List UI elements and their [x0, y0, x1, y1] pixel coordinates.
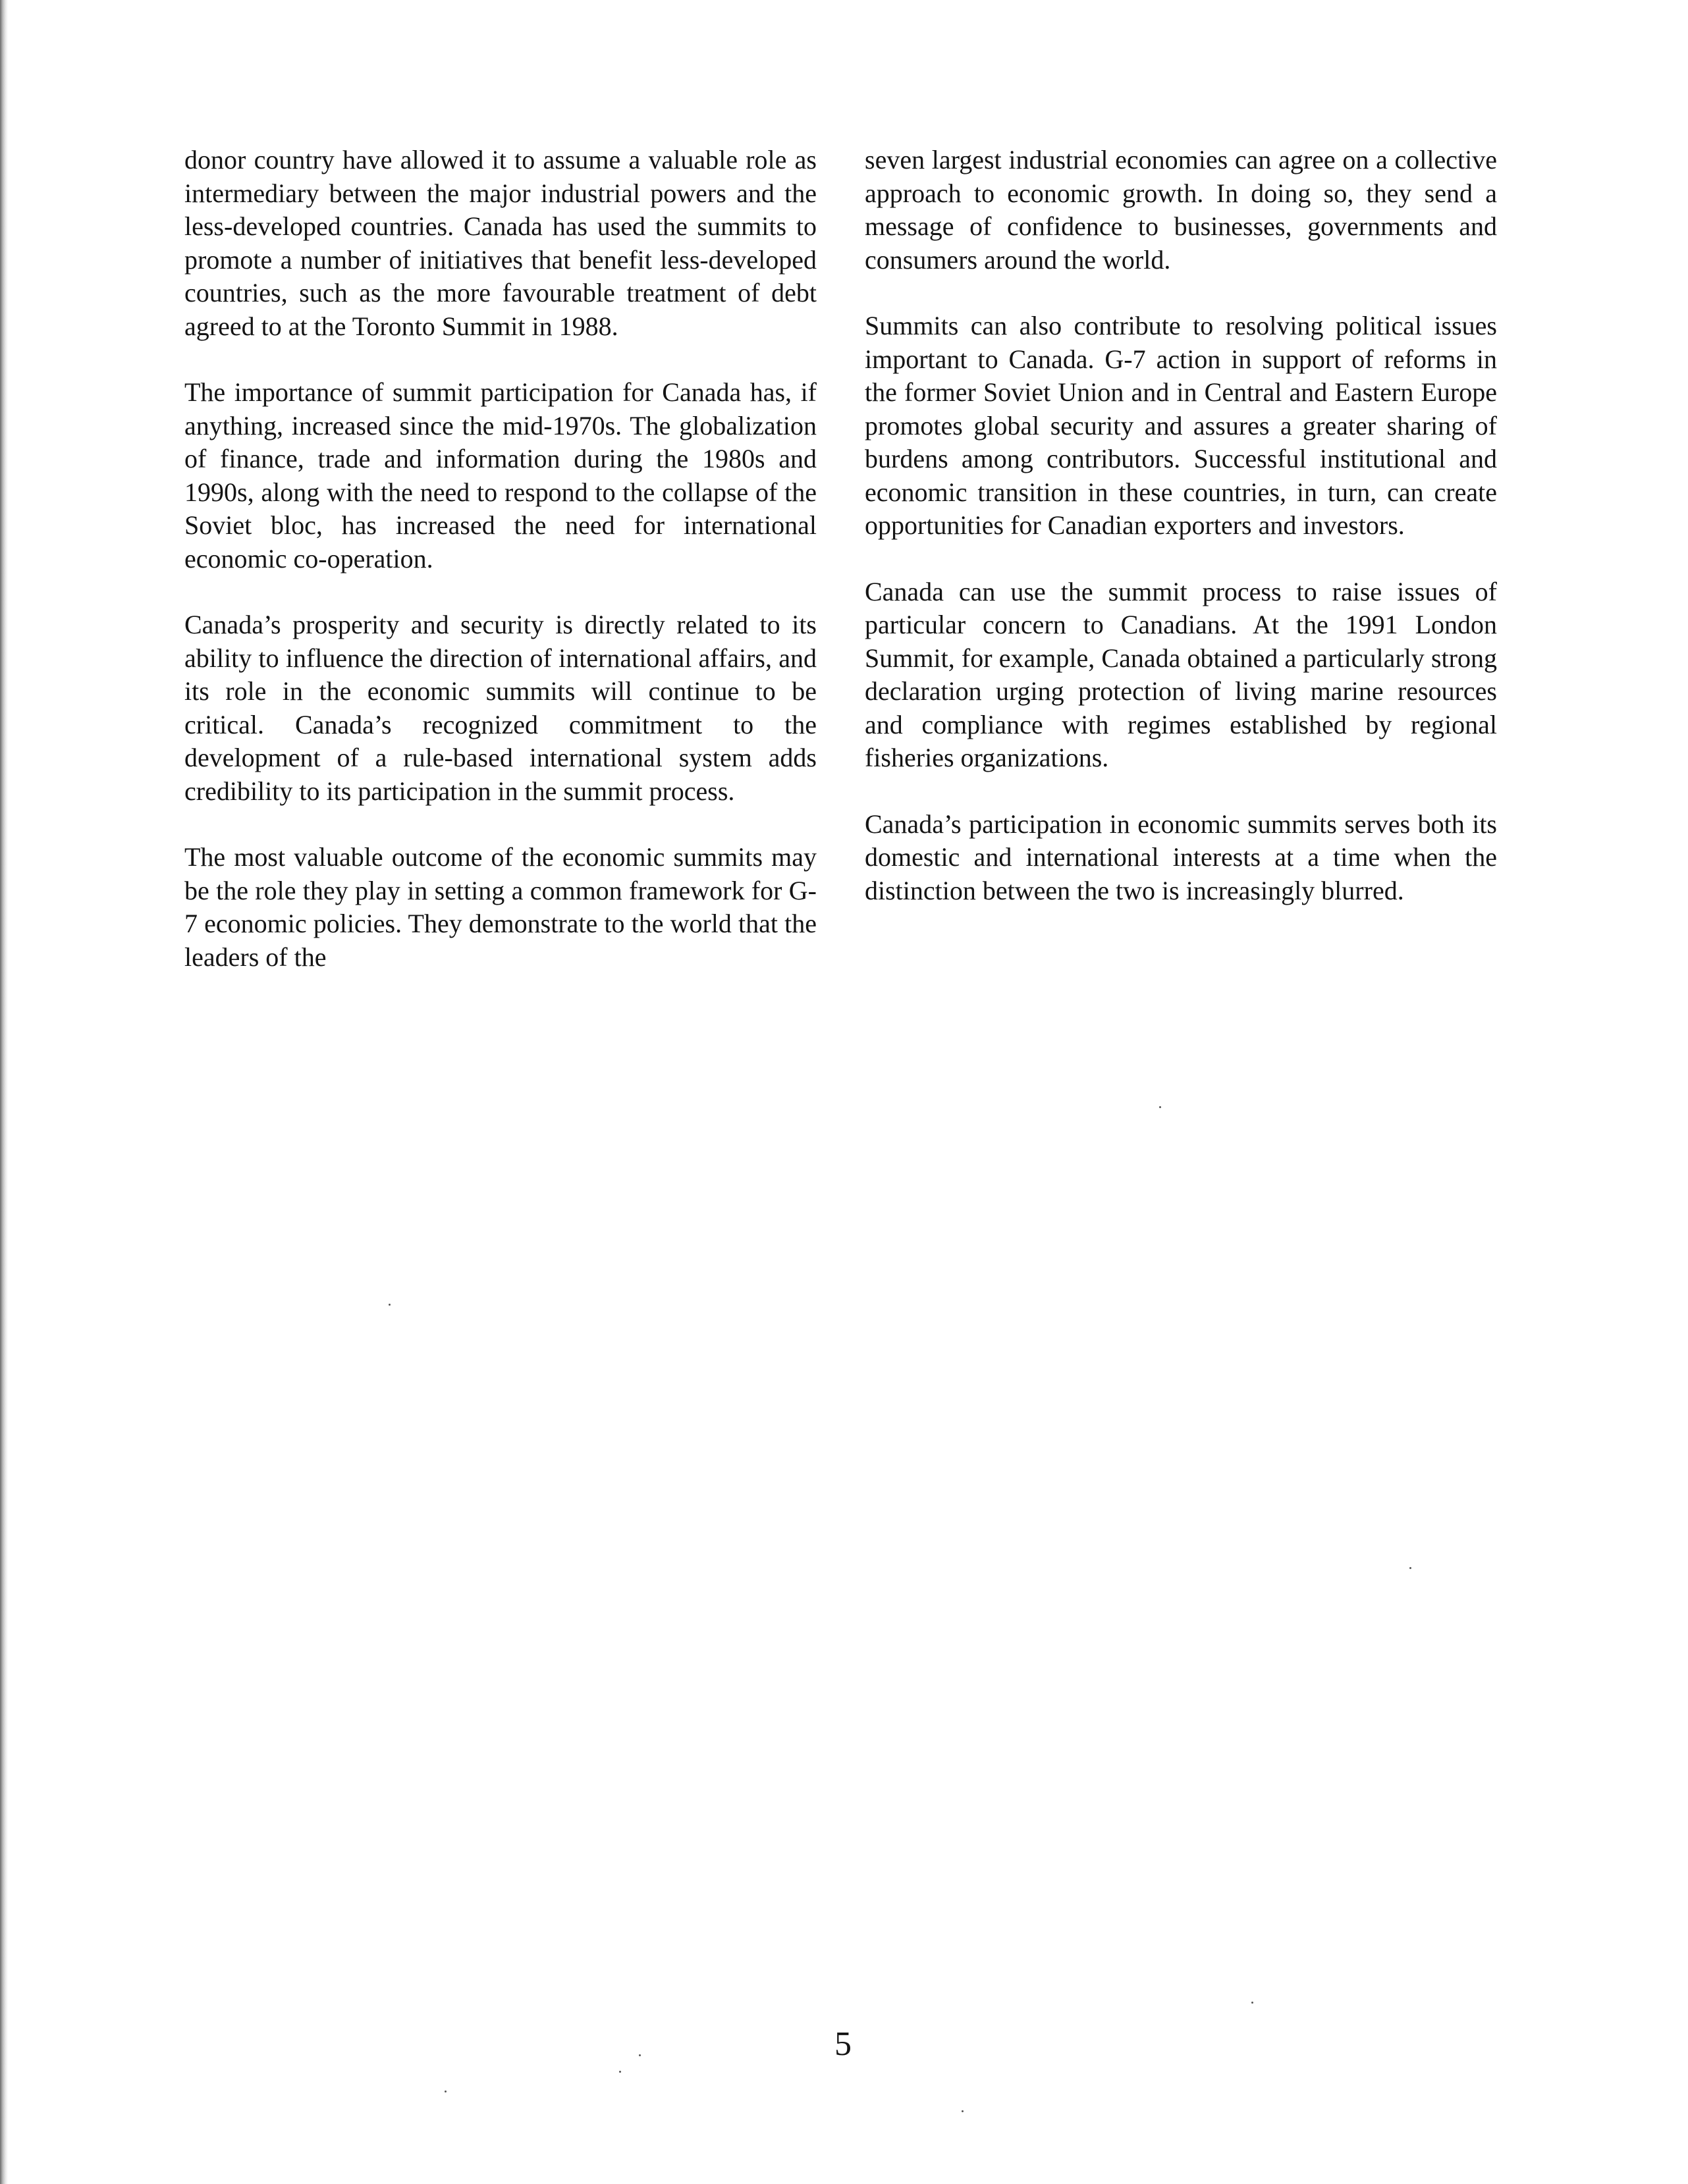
left-column	[184, 144, 817, 1007]
scan-edge-shadow	[0, 0, 8, 2184]
scan-speck	[1251, 2002, 1253, 2004]
paragraph-particular-concern: Canada can use the summit process to raise issues of particular concern to Canadians. At the 1991 London Summit, for example, Canada obtained a particularly strong declaration urging protection of living marine resources and compliance with regimes established by regional fisheries organizations.	[865, 576, 1497, 772]
scan-speck	[962, 2110, 964, 2112]
paragraph-valuable-outcome: The most valuable outcome of the economic summits may be the role they play in setting a common framework for G-7 economic policies. They demonstrate to the world that the leaders of the	[184, 842, 817, 972]
page-number: 5	[834, 2025, 852, 2063]
scan-speck	[1159, 1106, 1161, 1108]
paragraph-domestic-international: Canada’s participation in economic summits serves both its domestic and international interests at a time when the distinction between the two is increasingly blurred.	[865, 809, 1497, 905]
paragraph-collective-approach: seven largest industrial economies can agree on a collective approach to economic growth. In doing so, they send a message of confidence to businesses, governments and consumers around the world.	[865, 145, 1497, 275]
right-column	[865, 144, 1497, 940]
scan-speck	[619, 2071, 621, 2073]
scan-speck	[389, 1304, 391, 1306]
scan-speck	[445, 2091, 447, 2092]
paragraph-political-issues: Summits can also contribute to resolving political issues important to Canada. G-7 action in support of reforms in the former Soviet Union and in Central and Eastern Europe promotes global security and assures a greater sharing of burdens among contributors. Successful institutional and economic transition in these countries, in turn, can create opportunities for Canadian exporters and investors.	[865, 311, 1497, 540]
paragraph-summit-importance: The importance of summit participation for Canada has, if anything, increased since the mid-1970s. The globalization of finance, trade and information during the 1980s and 1990s, along with the need to respond to the collapse of the Soviet bloc, has increased the need for international economic co-operation.	[184, 377, 817, 573]
paragraph-donor-country: donor country have allowed it to assume a valuable role as intermediary between the major industrial powers and the less-developed countries. Canada has used the summits to promote a number of initiatives that benefit less-developed countries, such as the more favourable treatment of debt agreed to at the Toronto Summit in 1988.	[184, 145, 817, 341]
paragraph-prosperity-security: Canada’s prosperity and security is directly related to its ability to influence the direction of international affairs, and its role in the economic summits will continue to be critical. Canada’s recognized commitment to the development of a rule-based international system adds credibility to its participation in the summit process.	[184, 610, 817, 806]
scan-speck	[639, 2054, 641, 2056]
scan-speck	[1409, 1567, 1411, 1569]
